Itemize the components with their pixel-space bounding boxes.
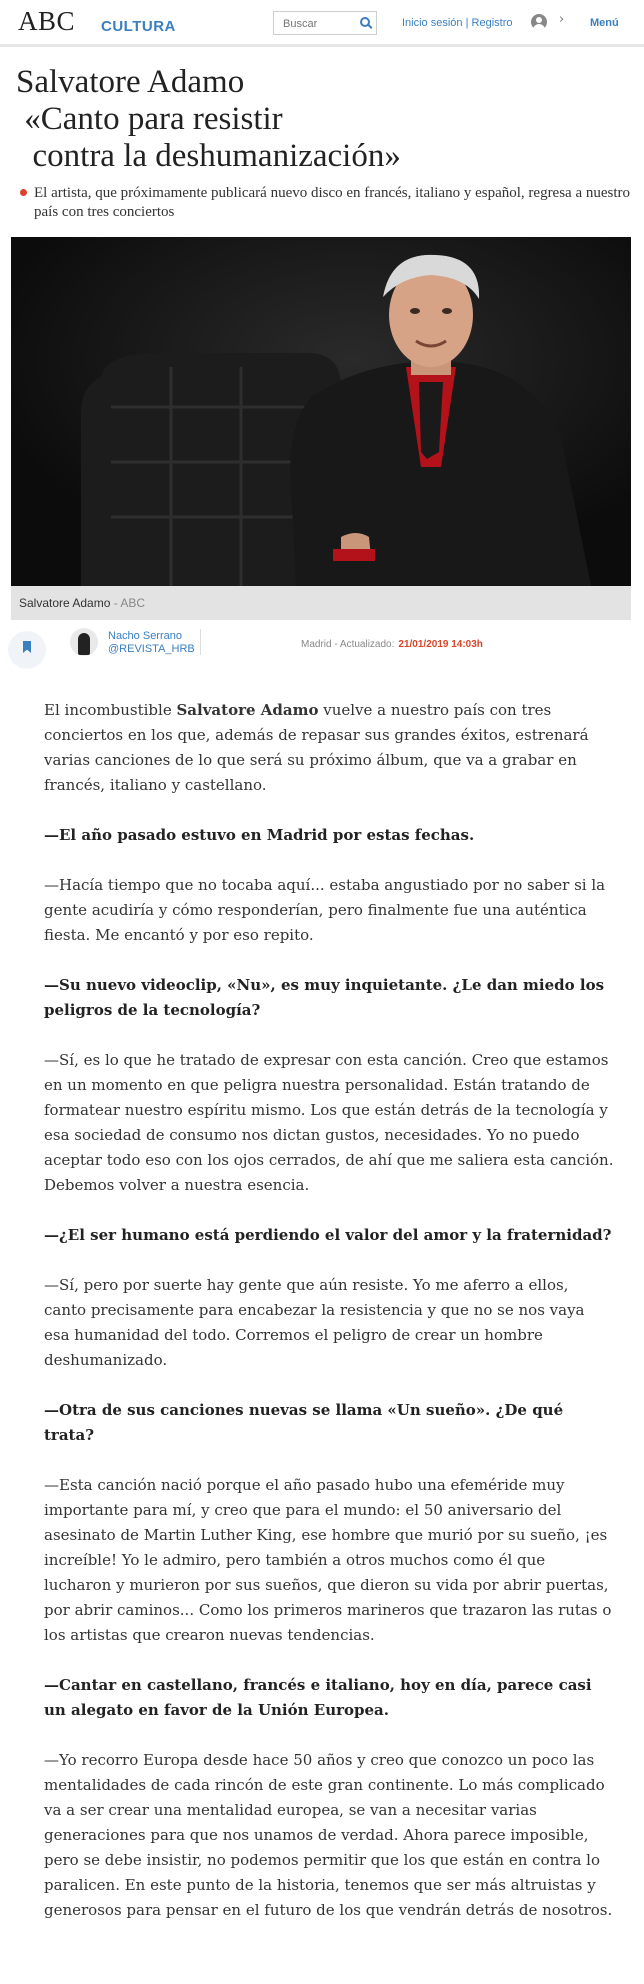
- headline: [16, 64, 616, 175]
- answer-5: —Yo recorro Europa desde hace 50 años y creo que conozco un poco las mentalidades de cada rincón de este gran continente. Lo más complicado va a ser crear una mentalidad europea, se van a necesitar varias generaciones para que nos unamos de verdad. Ahora parece imposible, pero se debe insistir, no podemos permitir que los que están en contra lo paralicen. En este punto de la historia, tenemos que ser más altruistas y generosos para pensar en el futuro de los que vendrán detrás de nosotros.: [44, 1751, 613, 1919]
- login-separator: |: [465, 17, 469, 29]
- search-input[interactable]: [281, 17, 357, 31]
- intro-post: vuelve a nuestro país con tres conciertos en los que, además de repasar sus grandes éxitos, estrenará varias canciones de lo que será su próximo álbum, que va a grabar en francés, italiano y castellano.: [44, 701, 589, 794]
- bullet-icon: [20, 189, 27, 196]
- abc-logo[interactable]: ABC: [18, 6, 76, 36]
- paragraph-intro: [44, 698, 614, 798]
- top-bar: [0, 0, 644, 47]
- answer-1: —Hacía tiempo que no tocaba aquí... estaba angustiado por no saber si la gente acudiría y cómo responderían, pero finalmente fue una auténtica fiesta. Me encantó y por eso repito.: [44, 876, 606, 944]
- question-2: —Su nuevo videoclip, «Nu», es muy inquietante. ¿Le dan miedo los peligros de la tecnología?: [44, 976, 605, 1019]
- bookmark-button[interactable]: [8, 631, 46, 669]
- answer-2: —Sí, es lo que he tratado de expresar con esta canción. Creo que estamos en un momento en que peligra nuestra personalidad. Están tratando de formatear nuestro espíritu mismo. Los que están detrás de la tecnología y esa sociedad de consumo nos dictan gustos, necesidades. Yo no puedo aceptar todo eso con los ojos cerrados, de ahí que me saliera esta canción. Debemos volver a nuestra esencia.: [44, 1051, 614, 1194]
- byline-divider: [200, 629, 201, 655]
- menu-button[interactable]: Menú: [590, 17, 619, 29]
- subtitle: [20, 184, 632, 222]
- user-icon[interactable]: [531, 14, 547, 30]
- update-date: 21/01/2019 14:03h: [398, 639, 483, 650]
- author-handle[interactable]: @REVISTA_HRB: [108, 643, 195, 655]
- question-5: —Cantar en castellano, francés e italiano, hoy en día, parece casi un alegato en favor de la Unión Europea.: [44, 1676, 592, 1719]
- question-1: —El año pasado estuvo en Madrid por estas fechas.: [44, 826, 475, 844]
- search-icon[interactable]: [360, 17, 370, 27]
- article-meta: [301, 639, 483, 650]
- headline-line-2: «Canto para resistir: [24, 101, 283, 137]
- article-photo: [11, 237, 631, 586]
- photo-caption: [11, 586, 631, 620]
- chevron-right-icon[interactable]: ›: [559, 12, 565, 27]
- caption-separator: -: [110, 596, 121, 610]
- caption-name: Salvatore Adamo: [19, 596, 111, 610]
- headline-line-3: contra la deshumanización»: [32, 138, 401, 174]
- search-box[interactable]: [273, 11, 377, 35]
- article-body: [44, 698, 614, 1948]
- question-4: —Otra de sus canciones nuevas se llama «Un sueño». ¿De qué trata?: [44, 1401, 564, 1444]
- caption-source: ABC: [120, 596, 146, 610]
- intro-bold-name: Salvatore Adamo: [176, 701, 319, 719]
- updated-label: - Actualizado:: [331, 639, 395, 650]
- login-link[interactable]: Inicio sesión: [402, 17, 463, 29]
- register-link[interactable]: Registro: [471, 17, 513, 29]
- photo-illustration: [11, 237, 631, 586]
- login-links: [402, 17, 513, 29]
- headline-line-1: Salvatore Adamo: [16, 64, 245, 100]
- answer-3: —Sí, pero por suerte hay gente que aún resiste. Yo me aferro a ellos, canto precisamente para encabezar la resistencia y que no se nos vaya esa humanidad del todo. Corremos el peligro de crear un hombre deshumanizado.: [44, 1276, 585, 1369]
- section-link-cultura[interactable]: CULTURA: [101, 18, 176, 35]
- author-avatar[interactable]: [70, 628, 98, 656]
- bookmark-icon: [23, 641, 31, 653]
- location: Madrid: [301, 639, 332, 650]
- subtitle-text: El artista, que próximamente publicará nuevo disco en francés, italiano y español, regresa a nuestro país con tres conciertos: [34, 185, 631, 220]
- author-name[interactable]: Nacho Serrano: [108, 630, 182, 642]
- question-3: —¿El ser humano está perdiendo el valor del amor y la fraternidad?: [44, 1226, 612, 1244]
- intro-pre: El incombustible: [44, 701, 177, 719]
- byline-bar: [0, 621, 644, 681]
- answer-4: —Esta canción nació porque el año pasado hubo una efeméride muy importante para mí, y creo que para el mundo: el 50 aniversario del asesinato de Martin Luther King, ese hombre que murió por su sueño, ¡es increíble! Yo le admiro, pero también a otros muchos como él que lucharon y murieron por sus sueños, que dieron su vida por abrir puertas, por abrir caminos... Como los primeros marineros que trazaron las rutas o los artistas que crearon nuevas tendencias.: [44, 1476, 612, 1644]
